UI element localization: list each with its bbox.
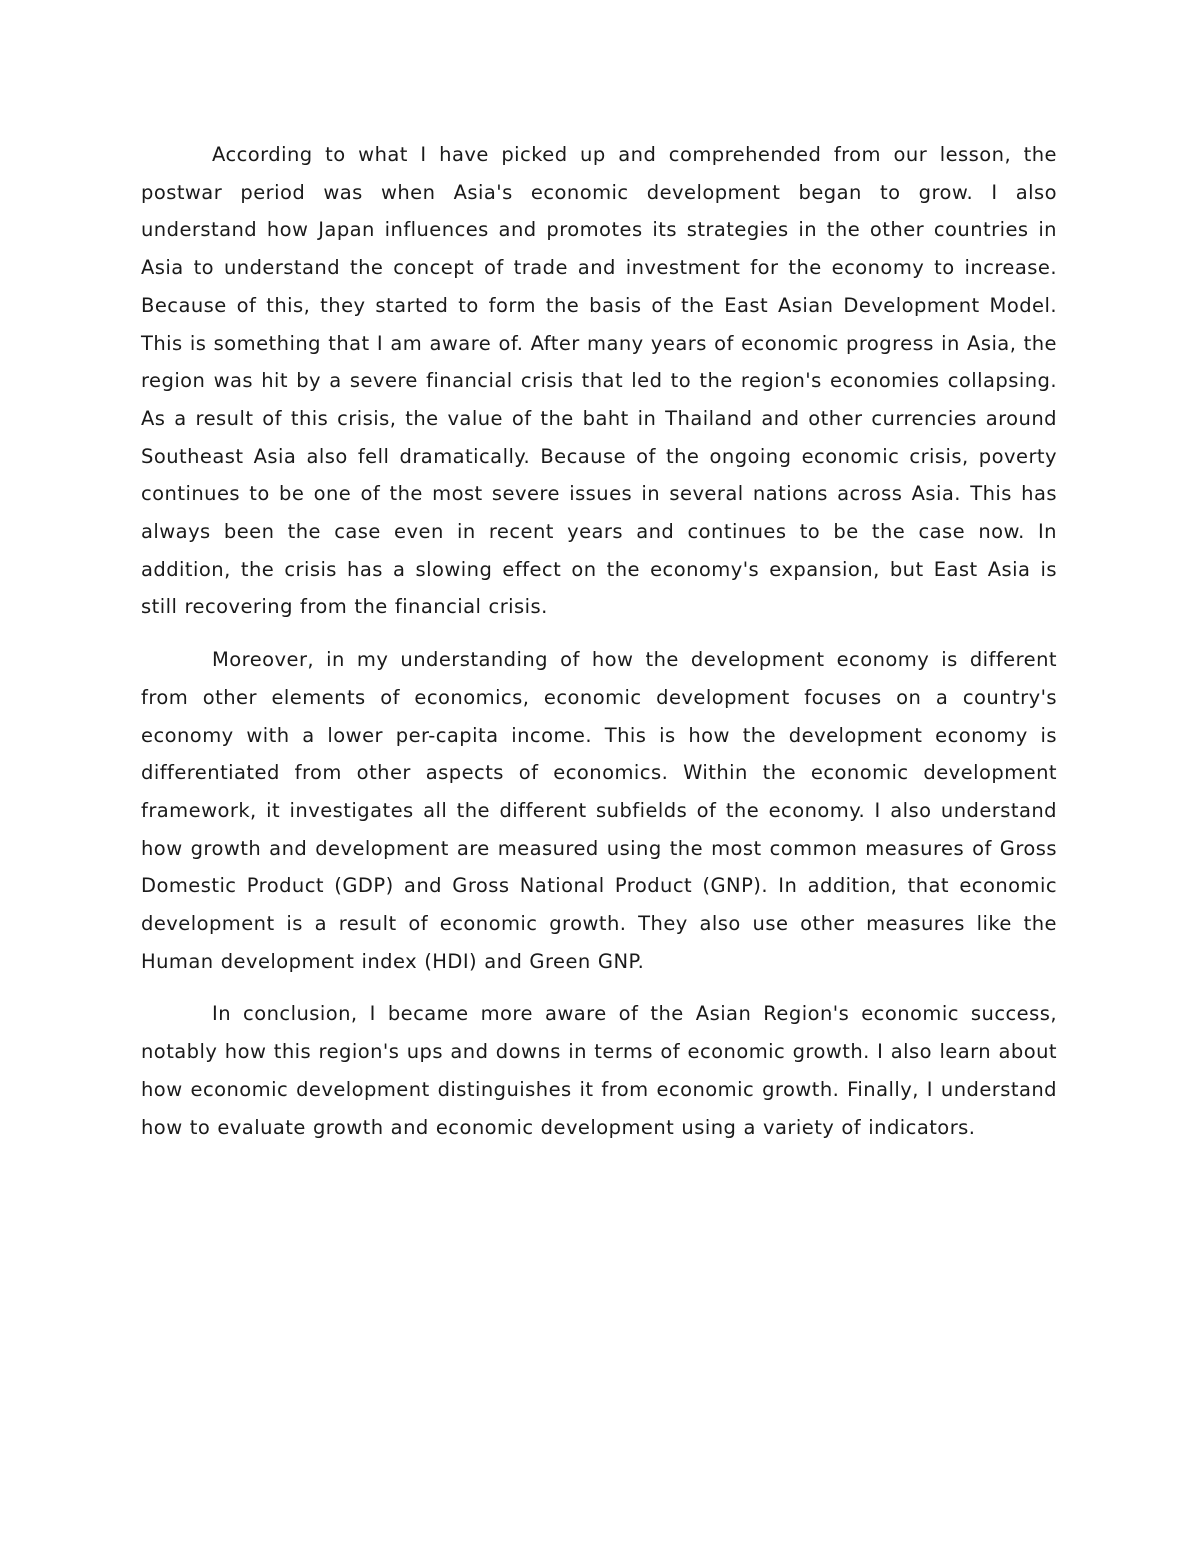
paragraph-conclusion: In conclusion, I became more aware of the Asian Region's economic success, notably how this region's ups and downs in terms of economic growth. I also learn about how economic development distinguishes it from economic growth. Finally, I understand how to evaluate growth and economic development using a variety of indicators. — [141, 1002, 1057, 1139]
paragraph-development-economy: Moreover, in my understanding of how the development economy is different from other elements of economics, economic development focuses on a country's economy with a lower per-capita income. This is how the development economy is differentiated from other aspects of economics. Within the economic development framework, it investigates all the different subfields of the economy. I also understand how growth and development are measured using the most common measures of Gross Domestic Product (GDP) and Gross National Product (GNP). In addition, that economic development is a result of economic growth. They also use other measures like the Human development index (HDI) and Green GNP. — [141, 648, 1057, 973]
paragraph-intro: According to what I have picked up and comprehended from our lesson, the postwar period was when Asia's economic development began to grow. I also understand how Japan influences and promotes its strategies in the other countries in Asia to understand the concept of trade and investment for the economy to increase. Because of this, they started to form the basis of the East Asian Development Model. This is something that I am aware of. After many years of economic progress in Asia, the region was hit by a severe financial crisis that led to the region's economies collapsing. As a result of this crisis, the value of the baht in Thailand and other currencies around Southeast Asia also fell dramatically. Because of the ongoing economic crisis, poverty continues to be one of the most severe issues in several nations across Asia. This has always been the case even in recent years and continues to be the case now. In addition, the crisis has a slowing effect on the economy's expansion, but East Asia is still recovering from the financial crisis. — [141, 143, 1057, 619]
document-body — [141, 136, 1057, 1161]
